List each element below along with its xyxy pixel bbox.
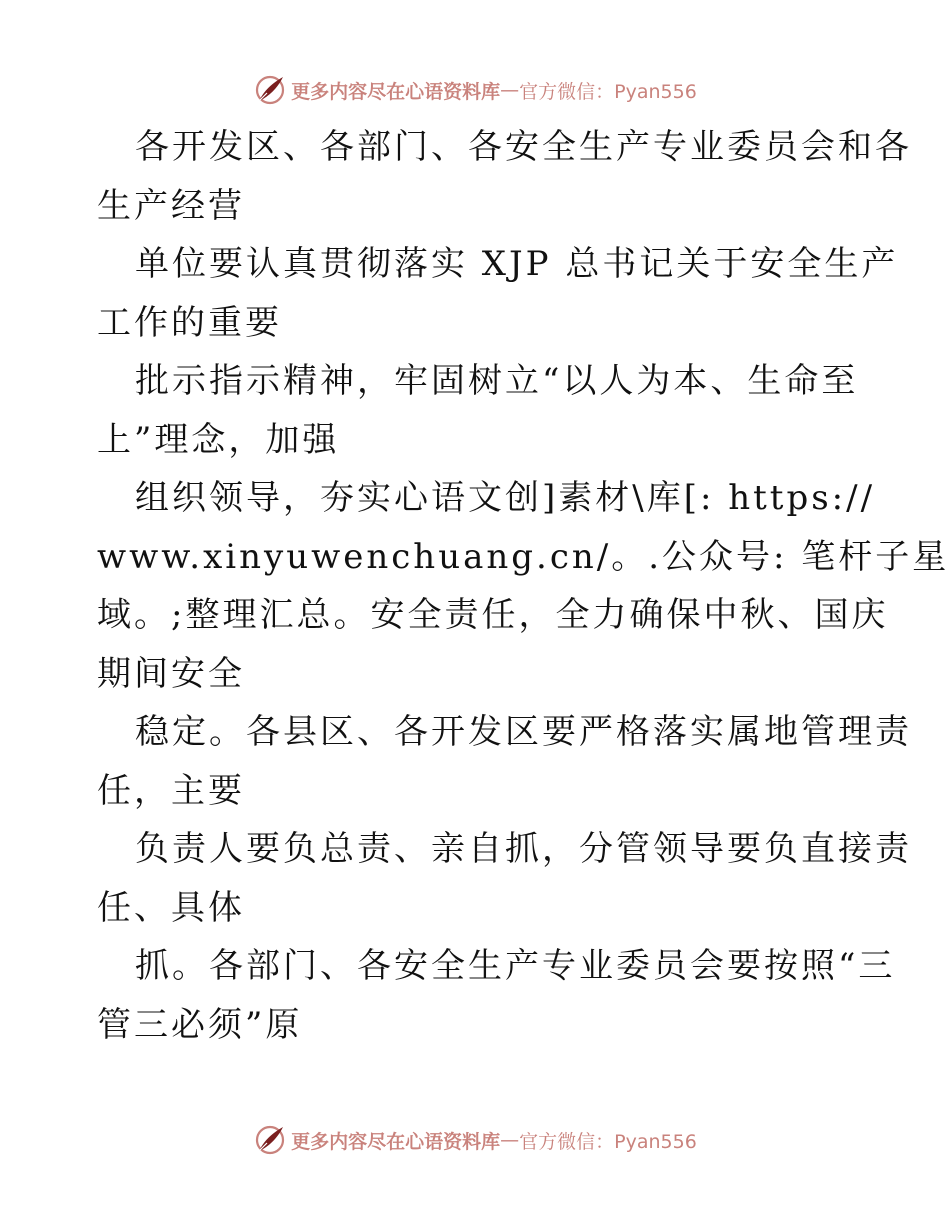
document-body (97, 118, 950, 1054)
body-line: 稳定。各县区、各开发区要严格落实属地管理责 (135, 712, 912, 752)
body-line: 上”理念，加强 (97, 419, 340, 460)
body-line: 任、具体 (97, 887, 245, 928)
body-line: 负责人要负总责、亲自抓，分管领导要负直接责 (135, 829, 912, 869)
header-watermark-banner (0, 70, 950, 110)
body-line: 批示指示精神，牢固树立“以人为本、生命至 (135, 361, 859, 401)
body-line: 各开发区、各部门、各安全生产专业委员会和各 (135, 127, 912, 167)
header-wechat-text: 官方微信：Pyan556 (519, 80, 697, 103)
body-line: www.xinyuwenchuang.cn/。.公众号: 笔杆子星 (97, 536, 950, 577)
body-line: 期间安全 (97, 653, 245, 694)
header-separator: — (500, 79, 520, 101)
footer-separator: — (500, 1129, 520, 1151)
body-line: 单位要认真贯彻落实 XJP 总书记关于安全生产 (135, 244, 899, 284)
quill-logo-icon (253, 1123, 287, 1157)
body-line: 生产经营 (97, 185, 245, 226)
footer-watermark-banner (0, 1120, 950, 1160)
body-line: 组织领导，夯实心语文创]素材\库[: https:// (135, 478, 876, 518)
header-brand-text: 更多内容尽在心语资料库 (291, 80, 501, 103)
quill-logo-icon (253, 73, 287, 107)
body-line: 工作的重要 (97, 302, 282, 343)
body-line: 任，主要 (97, 770, 245, 811)
body-line: 抓。各部门、各安全生产专业委员会要按照“三 (135, 946, 896, 986)
body-line: 域。;整理汇总。安全责任，全力确保中秋、国庆 (97, 595, 889, 635)
footer-wechat-text: 官方微信：Pyan556 (519, 1130, 697, 1153)
footer-brand-text: 更多内容尽在心语资料库 (291, 1130, 501, 1153)
body-line: 管三必须”原 (97, 1004, 303, 1045)
